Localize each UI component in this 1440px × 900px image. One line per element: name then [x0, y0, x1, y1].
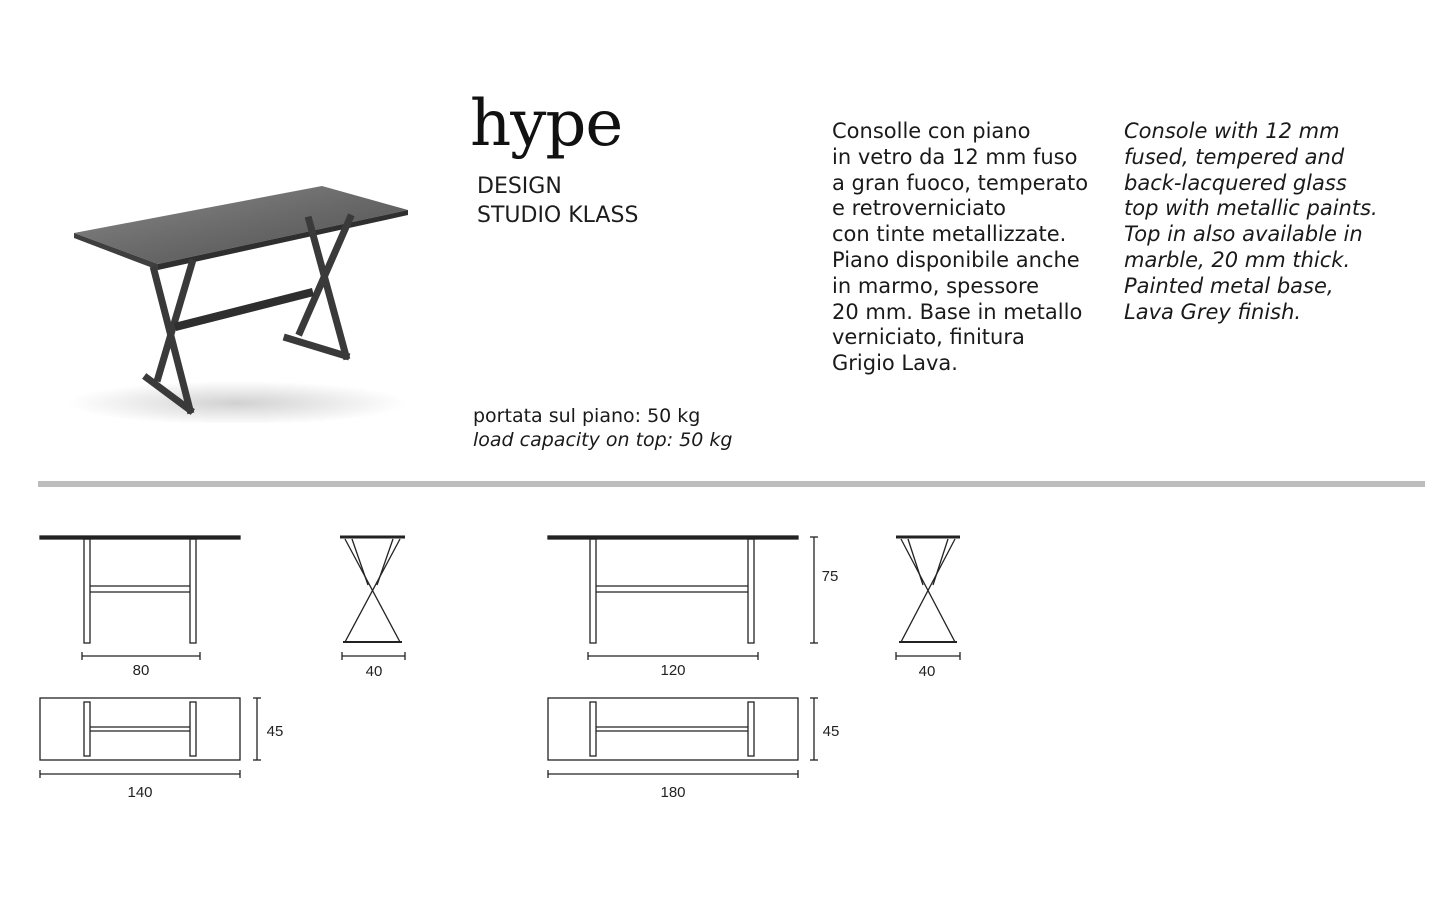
designer-label: DESIGN: [477, 174, 562, 199]
designer-studio: STUDIO KLASS: [477, 203, 639, 228]
small-top-view: [40, 698, 261, 778]
dimension-label: 40: [365, 663, 383, 680]
description-italian-line: in marmo, spessore: [832, 273, 1040, 298]
description-english-line: Console with 12 mm: [1124, 119, 1340, 143]
small-front-elevation: [40, 536, 240, 660]
description-italian-line: verniciato, finitura: [832, 325, 1025, 350]
large-front-elevation: [548, 536, 818, 660]
dimension-label: 45: [822, 723, 840, 740]
load-capacity-italian: portata sul piano: 50 kg: [473, 405, 701, 427]
description-italian-line: a gran fuoco, temperato: [832, 170, 1089, 195]
description-english-line: Painted metal base,: [1124, 273, 1334, 298]
small-side-elevation: [340, 537, 405, 660]
description-italian: [832, 119, 1122, 377]
description-italian-line: Piano disponibile anche: [832, 247, 1080, 272]
description-english: [1124, 119, 1424, 325]
dimension-label: 40: [918, 663, 936, 680]
load-capacity-english: load capacity on top: 50 kg: [473, 429, 733, 451]
description-italian-line: 20 mm. Base in metallo: [832, 299, 1083, 324]
large-top-view: [548, 698, 818, 778]
dimension-label: 120: [660, 662, 686, 679]
brand-name: hype: [470, 87, 623, 161]
description-italian-line: con tinte metallizzate.: [832, 222, 1067, 247]
description-italian-line: in vetro da 12 mm fuso: [832, 144, 1078, 169]
dimension-label: 180: [660, 784, 686, 801]
large-side-elevation: [896, 537, 960, 660]
description-english-line: Top in also available in: [1124, 222, 1363, 247]
product-photo: [62, 178, 422, 423]
description-italian-line: e retroverniciato: [832, 196, 1007, 221]
technical-drawings: [0, 500, 1440, 830]
dimension-label: 75: [821, 568, 839, 585]
description-english-line: Lava Grey finish.: [1124, 299, 1302, 324]
description-english-line: back-lacquered glass: [1124, 170, 1347, 195]
section-divider: [38, 481, 1425, 487]
description-english-line: top with metallic paints.: [1124, 196, 1378, 221]
dimension-label: 80: [132, 662, 150, 679]
description-english-line: marble, 20 mm thick.: [1124, 247, 1351, 272]
description-italian-line: Grigio Lava.: [832, 351, 958, 376]
description-italian-line: Consolle con piano: [832, 119, 1031, 143]
dimension-label: 45: [266, 723, 284, 740]
dimension-label: 140: [127, 784, 153, 801]
description-english-line: fused, tempered and: [1124, 144, 1345, 169]
